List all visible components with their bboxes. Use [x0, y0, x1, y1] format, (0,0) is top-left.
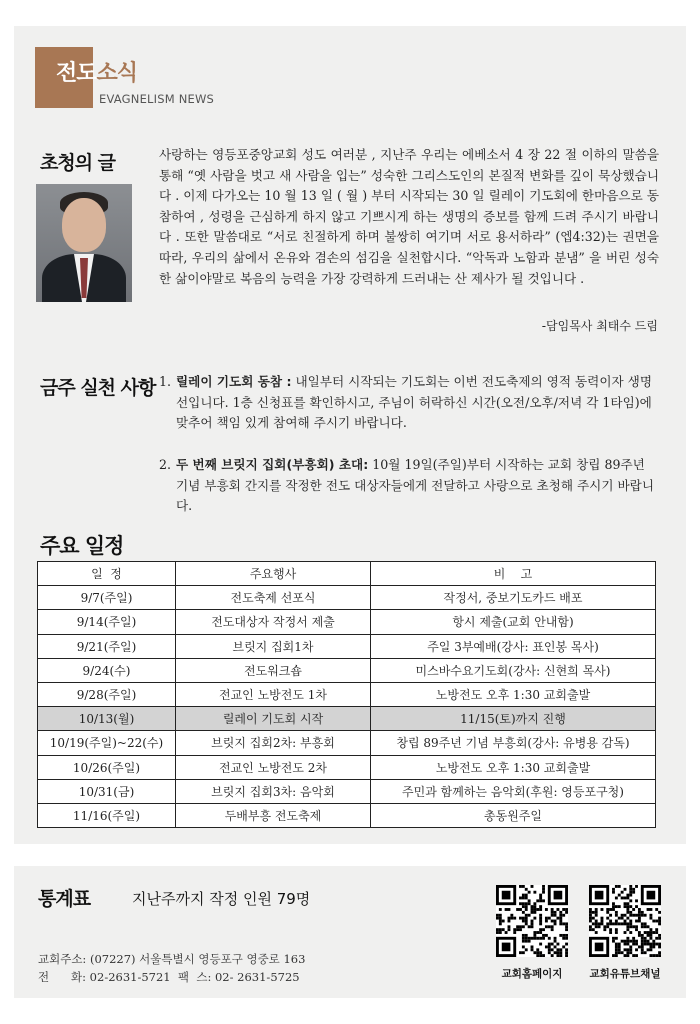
table-cell-event: 두배부흥 전도축제 — [176, 803, 371, 827]
table-header-row — [38, 562, 656, 586]
table-row — [38, 658, 656, 682]
table-cell-event: 전도워크숍 — [176, 658, 371, 682]
practice-item-text: 10월 19일(주일)부터 시작하는 교회 창립 89주년 기념 부흥회 간지를 작정한 전도 대상자들에게 전달하고 사랑으로 초청해 주시기 바랍니다. — [176, 457, 654, 514]
page-title — [56, 56, 137, 87]
practice-item-number: 2. — [159, 457, 172, 472]
practice-item-1 — [159, 372, 659, 434]
table-cell-event: 전도대상자 작정서 제출 — [176, 610, 371, 634]
table-cell-date: 9/28(주일) — [38, 682, 176, 706]
table-cell-event: 전교인 노방전도 2차 — [176, 755, 371, 779]
practice-item-text: 내일부터 시작되는 기도회는 이번 전도축제의 영적 동력이자 생명선입니다. 1층 신청표를 확인하시고, 주님이 허락하신 시간(오전/오후/저녁 각 1타임)에 맞추어 책임 있게 참여해 주시기 바랍니다. — [176, 374, 653, 431]
table-cell-note: 항시 제출(교회 안내함) — [371, 610, 656, 634]
stats-text: 지난주까지 작정 인원 79명 — [132, 890, 311, 908]
page-title-rest: 소식 — [96, 61, 138, 86]
schedule-table — [37, 561, 656, 828]
table-row — [38, 586, 656, 610]
column-header: 주요행사 — [176, 562, 371, 586]
table-cell-note: 총동원주일 — [371, 803, 656, 827]
practice-item-lead: 두 번째 브릿지 집회(부흥회) 초대: — [176, 457, 369, 472]
table-cell-note: 미스바수요기도회(강사: 신현희 목사) — [371, 658, 656, 682]
column-header: 일 정 — [38, 562, 176, 586]
church-address: 교회주소: (07227) 서울특별시 영등포구 영중로 163 — [38, 952, 306, 966]
table-row — [38, 634, 656, 658]
qr-code-icon[interactable] — [589, 885, 661, 957]
qr-code-icon[interactable] — [496, 885, 568, 957]
table-cell-note: 작정서, 중보기도카드 배포 — [371, 586, 656, 610]
table-cell-event: 브릿지 집회1차 — [176, 634, 371, 658]
invitation-body: 사랑하는 영등포중앙교회 성도 여러분 , 지난주 우리는 에베소서 4 장 22 절 이하의 말씀을 통해 “옛 사람을 벗고 새 사람을 입는” 성숙한 그리스도인의 본질적 변화를 깊이 묵상했습니다 . 이제 다가오는 10 월 13 일 ( 월 ) 부터 시작되는 30 일 릴레이 기도회에 한마음으로 동참하여 , 성령을 근심하게 하지 않고 기쁘시게 하는 생명의 증보를 함께 드려 주시기 바랍니다 . 또한 말씀대로 “서로 친절하게 하며 불쌍히 여기며 서로 용서하라” (엡4:32)는 권면을 따라, 우리의 삶에서 온유와 겸손의 섬김을 실천합시다. “악독과 노함과 분냄” 을 버린 성숙한 삶이야말로 복음의 능력을 가장 강력하게 드러내는 산 제사가 될 것입니다 . — [159, 147, 659, 286]
table-cell-event: 릴레이 기도회 시작 — [176, 707, 371, 731]
table-cell-note: 노방전도 오후 1:30 교회출발 — [371, 682, 656, 706]
table-cell-date: 9/7(주일) — [38, 586, 176, 610]
table-row — [38, 610, 656, 634]
table-cell-note: 11/15(토)까지 진행 — [371, 707, 656, 731]
qr-label-homepage: 교회홈페이지 — [501, 968, 563, 980]
practice-item-number: 1. — [159, 374, 172, 389]
stats-heading: 통계표 — [38, 888, 91, 910]
table-cell-date: 11/16(주일) — [38, 803, 176, 827]
invitation-heading: 초청의 글 — [40, 152, 116, 174]
practice-heading: 금주 실천 사항 — [40, 377, 156, 399]
table-row-highlighted — [38, 707, 656, 731]
practice-item-2 — [159, 455, 659, 517]
pastor-photo — [36, 184, 132, 302]
page-subtitle: EVAGNELISM NEWS — [99, 92, 215, 106]
table-cell-date: 9/14(주일) — [38, 610, 176, 634]
table-row — [38, 803, 656, 827]
table-row — [38, 682, 656, 706]
table-cell-event: 전교인 노방전도 1차 — [176, 682, 371, 706]
table-row — [38, 731, 656, 755]
page-title-accent: 전도 — [56, 61, 97, 86]
schedule-heading: 주요 일정 — [40, 534, 124, 558]
table-cell-date: 10/19(주일)~22(수) — [38, 731, 176, 755]
table-cell-note: 주일 3부예배(강사: 표인봉 목사) — [371, 634, 656, 658]
practice-item-lead: 릴레이 기도회 동참 : — [176, 374, 292, 389]
table-cell-date: 10/13(월) — [38, 707, 176, 731]
table-cell-note: 창립 89주년 기념 부흥회(강사: 유병용 감독) — [371, 731, 656, 755]
column-header: 비 고 — [371, 562, 656, 586]
table-cell-note: 노방전도 오후 1:30 교회출발 — [371, 755, 656, 779]
church-phone: 전 화: 02-2631-5721 팩 스: 02- 2631-5725 — [38, 970, 300, 984]
table-cell-note: 주민과 함께하는 음악회(후원: 영등포구청) — [371, 779, 656, 803]
table-cell-date: 9/24(수) — [38, 658, 176, 682]
table-row — [38, 779, 656, 803]
table-cell-event: 브릿지 집회2차: 부흥회 — [176, 731, 371, 755]
table-row — [38, 755, 656, 779]
table-cell-event: 전도축제 선포식 — [176, 586, 371, 610]
invitation-signature: -담임목사 최태수 드림 — [541, 319, 658, 333]
table-cell-event: 브릿지 집회3차: 음악회 — [176, 779, 371, 803]
table-cell-date: 9/21(주일) — [38, 634, 176, 658]
qr-label-youtube: 교회유튜브채널 — [589, 968, 661, 980]
table-cell-date: 10/26(주일) — [38, 755, 176, 779]
table-cell-date: 10/31(금) — [38, 779, 176, 803]
